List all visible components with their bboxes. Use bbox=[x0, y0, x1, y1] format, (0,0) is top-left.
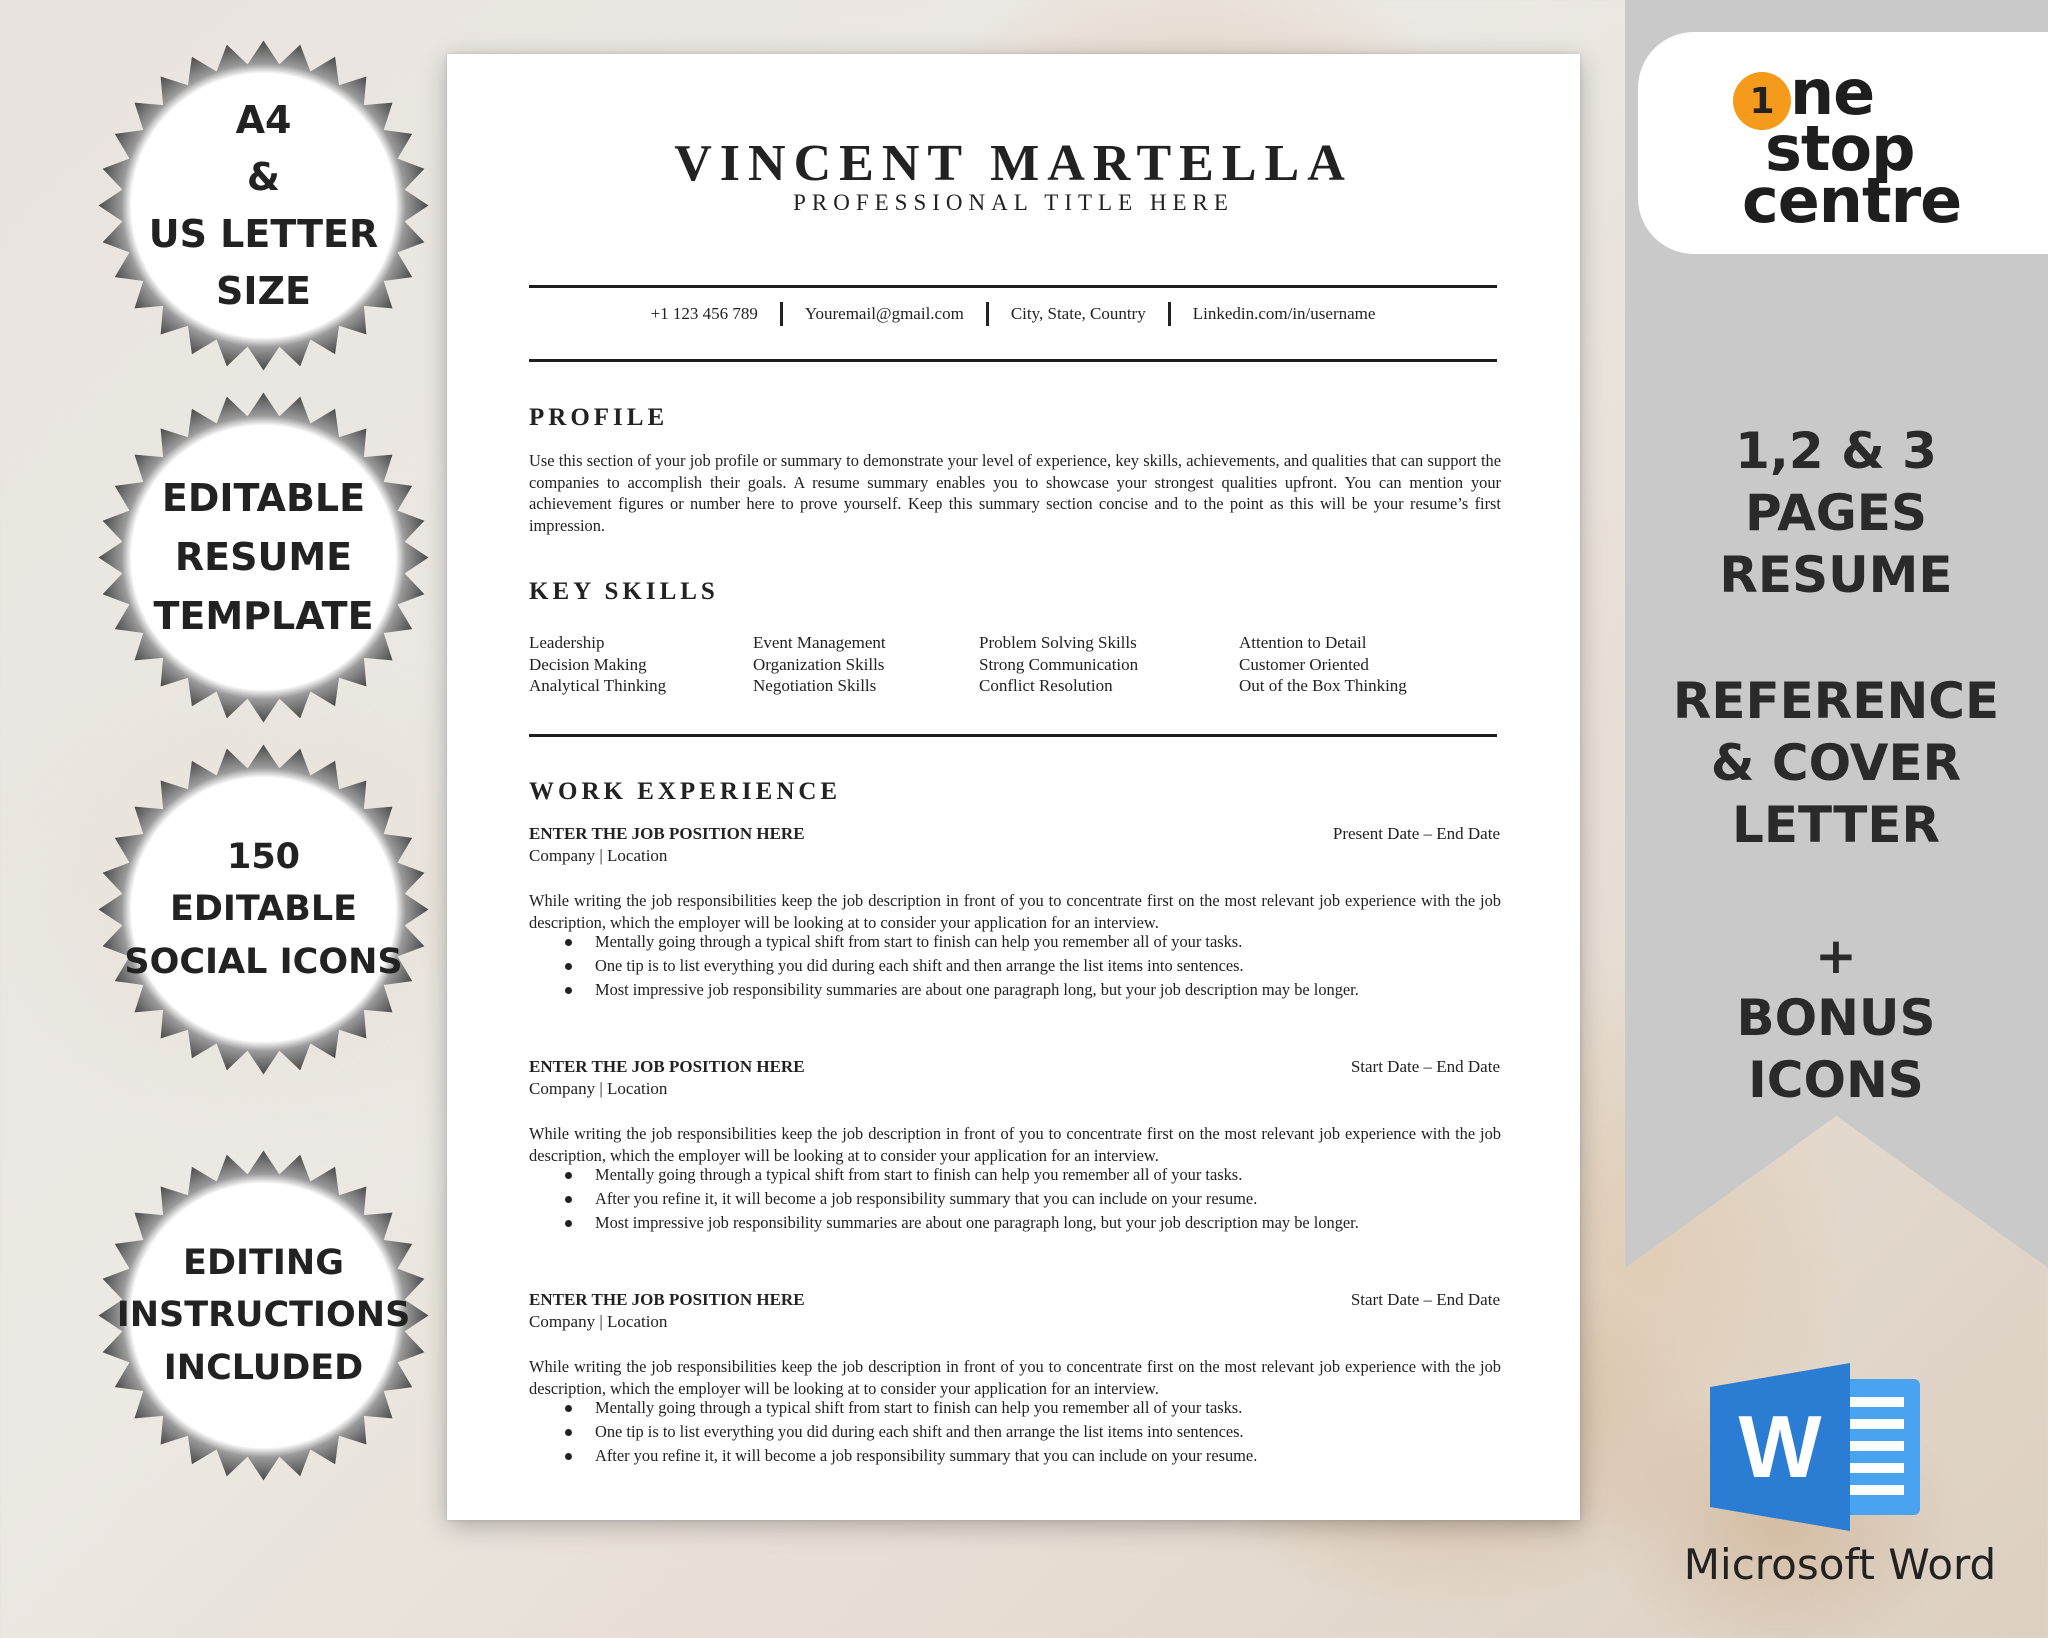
list-item: Mentally going through a typical shift from start to finish can help you remember all of your tasks. bbox=[559, 1163, 1509, 1187]
badge-line: & bbox=[246, 154, 281, 199]
resume-title: PROFESSIONAL TITLE HERE bbox=[793, 190, 1234, 215]
job-description: While writing the job responsibilities keep the job description in front of you to concentrate first on the most relevant job experience with the job description, which the employer will be looking at to consider your application for an interview. bbox=[529, 891, 1501, 932]
feature-plus: + bbox=[1815, 927, 1857, 985]
divider bbox=[529, 359, 1497, 362]
list-item: After you refine it, it will become a job responsibility summary that you can include on your resume. bbox=[559, 1187, 1509, 1211]
job-description: While writing the job responsibilities keep the job description in front of you to concentrate first on the most relevant job experience with the job description, which the employer will be looking at to consider your application for an interview. bbox=[529, 1357, 1501, 1398]
badge-line: A4 bbox=[235, 97, 292, 142]
job-description: While writing the job responsibilities keep the job description in front of you to concentrate first on the most relevant job experience with the job description, which the employer will be looking at to consider your application for an interview. bbox=[529, 1124, 1501, 1165]
word-label: Microsoft Word bbox=[1683, 1540, 1997, 1589]
badge-editing-instructions bbox=[96, 1148, 431, 1483]
feature-line: ICONS bbox=[1748, 1051, 1924, 1109]
skill-item: Organization Skills bbox=[753, 654, 885, 674]
feature-pages bbox=[1640, 420, 2032, 606]
skill-item: Conflict Resolution bbox=[979, 676, 1113, 695]
skills-heading: KEY SKILLS bbox=[529, 578, 719, 605]
skill-item: Problem Solving Skills bbox=[979, 633, 1137, 652]
job-company: Company | Location bbox=[529, 846, 668, 865]
skill-item: Attention to Detail bbox=[1239, 633, 1367, 652]
feature-line: LETTER bbox=[1731, 796, 1941, 854]
profile-text: Use this section of your job profile or summary to demonstrate your level of experience, key skills, achievements, and qualities that can support the companies to accomplish their goals. A resume summary enables you to showcase your strongest qualities upfront. You can mention your achievement figures or number here to prove yourself. Keep this summary section concise and to the point as this will be your resume’s first impression. bbox=[529, 451, 1501, 535]
feature-line: REFERENCE bbox=[1672, 672, 2000, 730]
badge-line: EDITABLE bbox=[169, 889, 358, 930]
list-item: After you refine it, it will become a job responsibility summary that you can include on your resume. bbox=[559, 1444, 1509, 1468]
badge-line: TEMPLATE bbox=[153, 593, 374, 638]
list-item: Most impressive job responsibility summaries are about one paragraph long, but your job description may be longer. bbox=[559, 1211, 1509, 1235]
badge-line: SOCIAL ICONS bbox=[124, 941, 403, 982]
contact-separator bbox=[1168, 302, 1171, 326]
badge-editable-resume bbox=[96, 390, 431, 725]
contact-bar bbox=[529, 299, 1497, 329]
job-company: Company | Location bbox=[529, 1079, 668, 1098]
skills-column bbox=[1239, 632, 1407, 697]
logo-word-ne: ne bbox=[1790, 56, 1875, 129]
job-bullets bbox=[559, 930, 1509, 1002]
job-position: ENTER THE JOB POSITION HERE bbox=[529, 1290, 805, 1309]
contact-location: City, State, Country bbox=[1010, 304, 1146, 323]
job-dates: Start Date – End Date bbox=[1350, 1057, 1500, 1076]
job-position: ENTER THE JOB POSITION HERE bbox=[529, 1057, 805, 1076]
job-dates: Present Date – End Date bbox=[1332, 824, 1500, 843]
skill-item: Analytical Thinking bbox=[529, 676, 667, 695]
badge-paper-size bbox=[96, 38, 431, 373]
skill-item: Event Management bbox=[753, 633, 886, 652]
badge-line: EDITING bbox=[183, 1242, 344, 1283]
divider bbox=[529, 285, 1497, 288]
job-company: Company | Location bbox=[529, 1312, 668, 1331]
job-dates: Start Date – End Date bbox=[1350, 1290, 1500, 1309]
badge-line: US LETTER bbox=[148, 211, 379, 256]
feature-reference bbox=[1640, 670, 2032, 856]
badge-line: 150 bbox=[226, 836, 301, 877]
contact-phone: +1 123 456 789 bbox=[650, 304, 758, 323]
skill-item: Leadership bbox=[529, 633, 605, 652]
skill-item: Negotiation Skills bbox=[753, 676, 877, 695]
skills-column bbox=[529, 632, 666, 697]
contact-separator bbox=[780, 302, 783, 326]
feature-line: RESUME bbox=[1719, 546, 1953, 604]
profile-heading: PROFILE bbox=[529, 404, 669, 431]
feature-line: PAGES bbox=[1745, 484, 1927, 542]
svg-text:W: W bbox=[1738, 1397, 1822, 1496]
resume-page bbox=[447, 54, 1580, 1520]
feature-bonus bbox=[1640, 925, 2032, 1111]
logo-one-circle: 1 bbox=[1733, 72, 1791, 130]
feature-line: & COVER bbox=[1710, 734, 1962, 792]
badge-line: RESUME bbox=[174, 535, 353, 580]
list-item: One tip is to list everything you did during each shift and then arrange the list items into sentences. bbox=[559, 1420, 1509, 1444]
feature-line: BONUS bbox=[1736, 989, 1936, 1047]
job-position: ENTER THE JOB POSITION HERE bbox=[529, 824, 805, 843]
experience-heading: WORK EXPERIENCE bbox=[529, 778, 842, 805]
resume-name: VINCENT MARTELLA bbox=[674, 135, 1353, 192]
job-bullets bbox=[559, 1163, 1509, 1235]
skill-item: Out of the Box Thinking bbox=[1239, 676, 1407, 695]
job-bullets bbox=[559, 1396, 1509, 1468]
list-item: One tip is to list everything you did during each shift and then arrange the list items into sentences. bbox=[559, 954, 1509, 978]
list-item: Most impressive job responsibility summaries are about one paragraph long, but your job description may be longer. bbox=[559, 978, 1509, 1002]
contact-linkedin: Linkedin.com/in/username bbox=[1192, 304, 1376, 323]
feature-line: 1,2 & 3 bbox=[1735, 422, 1937, 480]
skill-item: Customer Oriented bbox=[1239, 654, 1369, 674]
list-item: Mentally going through a typical shift from start to finish can help you remember all of your tasks. bbox=[559, 930, 1509, 954]
divider bbox=[529, 734, 1497, 737]
contact-email: Youremail@gmail.com bbox=[804, 304, 964, 323]
skill-item: Strong Communication bbox=[979, 654, 1139, 674]
badge-line: SIZE bbox=[215, 268, 312, 313]
word-icon bbox=[1700, 1357, 1930, 1537]
logo-word-stop: stop bbox=[1765, 112, 1915, 185]
skill-item: Decision Making bbox=[529, 654, 647, 674]
skills-column bbox=[753, 632, 886, 697]
badge-line: INCLUDED bbox=[163, 1347, 364, 1388]
list-item: Mentally going through a typical shift from start to finish can help you remember all of your tasks. bbox=[559, 1396, 1509, 1420]
contact-separator bbox=[986, 302, 989, 326]
badge-line: INSTRUCTIONS bbox=[116, 1295, 411, 1336]
skills-column bbox=[979, 632, 1138, 697]
badge-line: EDITABLE bbox=[161, 476, 366, 521]
badge-social-icons bbox=[96, 742, 431, 1077]
logo-word-centre: centre bbox=[1742, 164, 1962, 237]
